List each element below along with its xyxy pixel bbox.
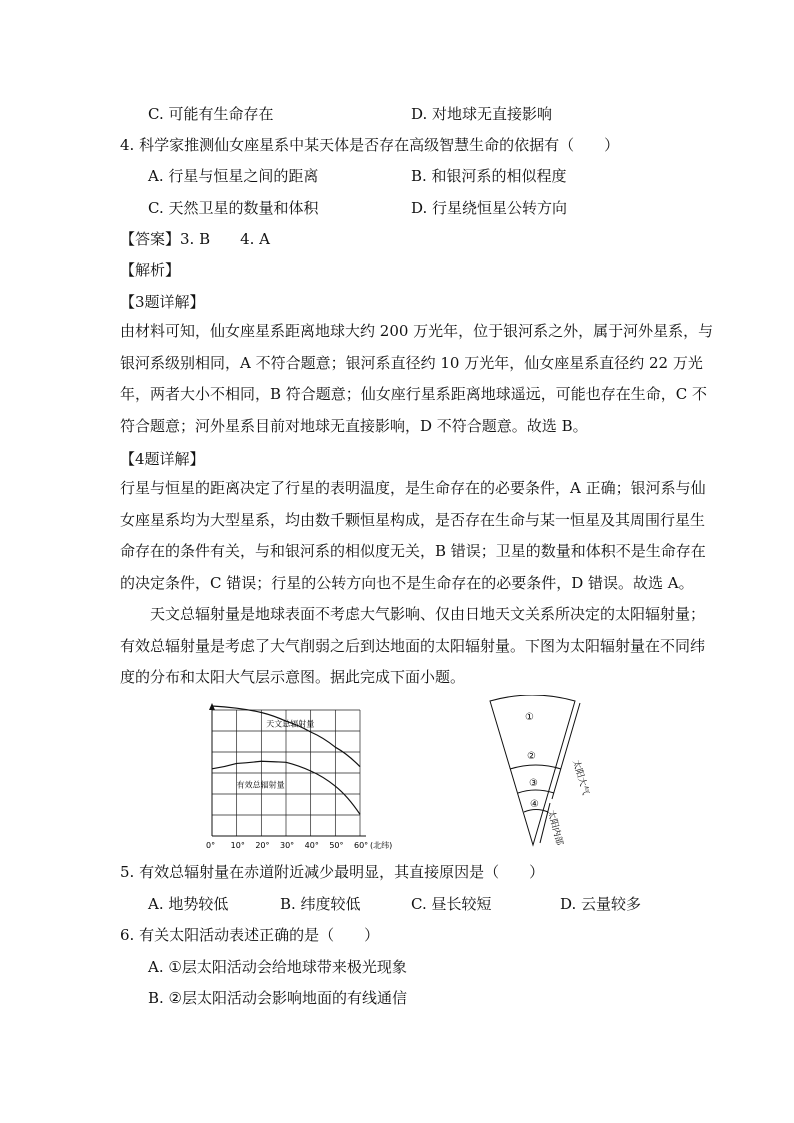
q4-detail-paragraph [120, 473, 706, 599]
q5-stem: 5. 有效总辐射量在赤道附近减少最明显，其直接原因是（ ） [120, 863, 545, 881]
q3-detail-line: 符合题意；河外星系目前对地球无直接影响，D 不符合题意。故选 B。 [120, 416, 588, 435]
q5-option-b: B. 纬度较低 [280, 895, 361, 913]
q3-option-c: C. 可能有生命存在 [148, 105, 274, 123]
q4-option-b: B. 和银河系的相似程度 [411, 167, 567, 185]
layer-number-4: ④ [530, 799, 539, 810]
chart-grid [212, 710, 360, 836]
x-tick-label: 20° [255, 841, 270, 850]
q4-detail-line: 命存在的条件有关，与和银河系的相似度无关，B 错误；卫星的数量和体积不是生命存在 [120, 542, 706, 561]
x-tick-label: 0° [206, 841, 216, 850]
q4-detail-label: 【4题详解】 [120, 450, 205, 468]
interior-label: 太阳内部 [545, 809, 565, 847]
atmosphere-label: 太阳大气 [570, 758, 591, 797]
x-tick-label: 30° [280, 841, 295, 850]
q3-detail-line: 年，两者大小不相同，B 符合题意；仙女座行星系距离地球遥远，可能也存在生命，C 不 [120, 385, 708, 404]
q4-detail-line: 女座星系均为大型星系，均由数千颗恒星构成，是否存在生命与某一恒星及其周围行星生 [120, 510, 706, 529]
solar-layers-diagram [485, 695, 605, 855]
q3-detail-paragraph [120, 316, 714, 442]
q5-option-d: D. 云量较多 [560, 895, 642, 913]
answer-line: 【答案】3. B 4. A [120, 230, 271, 248]
q4-option-a: A. 行星与恒星之间的距离 [148, 167, 319, 185]
q4-option-d: D. 行星绕恒星公转方向 [411, 199, 568, 217]
x-axis-label: (北纬) [370, 841, 393, 850]
q4-detail-line: 行星与恒星的距离决定了行星的表明温度，是生命存在的必要条件，A 正确；银河系与仙 [120, 479, 706, 497]
q3-option-d: D. 对地球无直接影响 [411, 105, 553, 123]
q3-detail-line: 由材料可知，仙女座星系距离地球大约 200 万光年，位于银河系之外，属于河外星系，与 [120, 322, 714, 340]
material-line: 天文总辐射量是地球表面不考虑大气影响、仅由日地天文关系所决定的太阳辐射量； [120, 605, 706, 623]
chart-labels [206, 719, 392, 851]
q4-option-c: C. 天然卫星的数量和体积 [148, 199, 319, 217]
material-line: 度的分布和太阳大气层示意图。据此完成下面小题。 [120, 668, 466, 687]
layer-number-3: ③ [529, 778, 538, 789]
q5-option-a: A. 地势较低 [148, 895, 229, 913]
q6-option-a: A. ①层太阳活动会给地球带来极光现象 [148, 958, 407, 976]
q3-detail-line: 银河系级别相同，A 不符合题意；银河系直径约 10 万光年，仙女座星系直径约 22 万光 [120, 353, 703, 372]
radiation-latitude-chart [200, 700, 400, 852]
x-tick-label: 10° [230, 841, 245, 850]
q6-stem: 6. 有关太阳活动表述正确的是（ ） [120, 926, 380, 944]
series-label-astronomical: 天文总辐射量 [266, 719, 315, 729]
q5-option-c: C. 昼长较短 [411, 895, 492, 913]
material-line: 有效总辐射量是考虑了大气削弱之后到达地面的太阳辐射量。下图为太阳辐射量在不同纬 [120, 636, 706, 655]
x-tick-label: 40° [304, 841, 319, 850]
layer-number-1: ① [525, 712, 534, 723]
series-label-effective: 有效总辐射量 [236, 780, 285, 790]
q4-stem: 4. 科学家推测仙女座星系中某天体是否存在高级智慧生命的依据有（ ） [120, 136, 620, 154]
q6-option-b: B. ②层太阳活动会影响地面的有线通信 [148, 989, 408, 1007]
x-tick-label: 60° [354, 841, 369, 850]
analysis-label: 【解析】 [120, 261, 181, 279]
layer-number-2: ② [527, 751, 536, 762]
material-paragraph [120, 599, 706, 694]
q3-detail-label: 【3题详解】 [120, 293, 205, 311]
q4-detail-line: 的决定条件，C 错误；行星的公转方向也不是生命存在的必要条件，D 错误。故选 A。 [120, 573, 694, 592]
x-tick-label: 50° [329, 841, 344, 850]
